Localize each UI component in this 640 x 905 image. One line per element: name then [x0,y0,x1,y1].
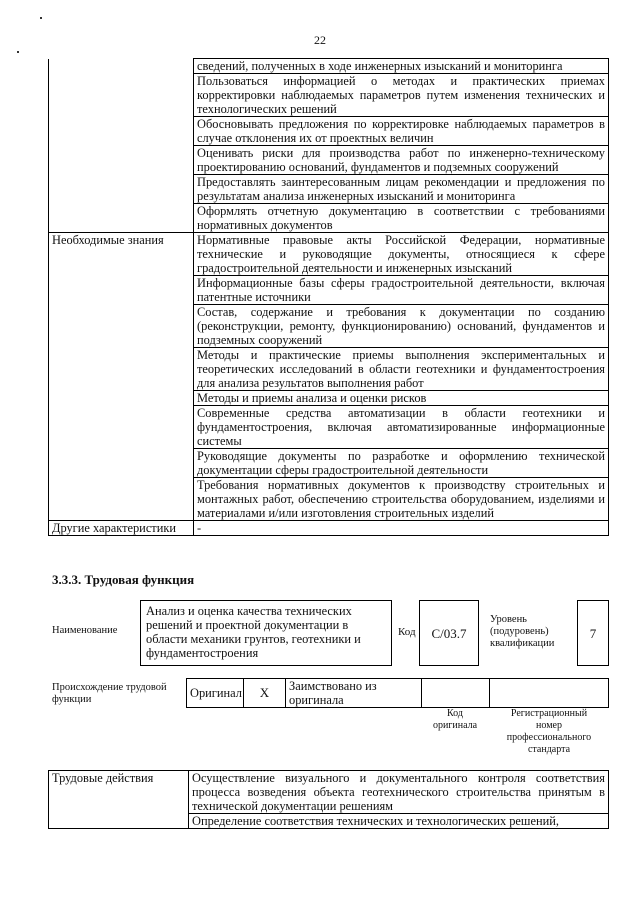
row-text: сведений, полученных в ходе инженерных изысканий и мониторинга [194,59,609,74]
code-original-caption: Код оригинала [432,708,478,731]
original-mark: X [244,679,286,708]
row-label [49,117,194,146]
table-row [49,74,609,117]
level-value: 7 [589,626,597,641]
row-label [49,74,194,117]
row-text: Оценивать риски для производства работ по инженерно-техническому проектированию оснований, фундаментов и подземных сооружений [194,146,609,175]
code-original-cell [422,679,490,708]
row-label [49,204,194,233]
row-label [49,814,189,829]
reg-number-cell [490,679,609,708]
row-text: Предоставлять заинтересованным лицам рекомендации и предложения по результатам анализа инженерных изысканий и мониторинга [194,175,609,204]
code-box [419,600,479,666]
row-text: Требования нормативных документов к производству строительных и монтажных работ, обеспечению строительства оборудованием, изделиями и материалами и/или изготовления строительных изделий [194,478,609,521]
reg-number-caption: Регистрационный номер профессионального стандарта [506,708,592,755]
table-row [49,59,609,74]
row-text: Состав, содержание и требования к документации по созданию (реконструкции, ремонту, функционированию) оснований, фундаментов и подземных сооружений [194,305,609,348]
row-text: Нормативные правовые акты Российской Федерации, нормативные технические и руководящие документы, относящиеся к сфере градостроительной деятельности и инженерных изысканий [194,233,609,276]
row-text: Методы и приемы анализа и оценки рисков [194,391,609,406]
row-label [49,478,194,521]
table-row [49,348,609,391]
row-label [49,406,194,449]
scan-mark [17,51,19,53]
table-row [49,449,609,478]
row-text: Осуществление визуального и документального контроля соответствия процесса возведения объекта геотехнического строительства принятым в технической документации решениям [189,771,609,814]
table-row [49,117,609,146]
table-row [49,521,609,536]
table-row [49,305,609,348]
name-label: Наименование [52,625,118,636]
code-label: Код [398,626,416,638]
row-label [49,305,194,348]
row-text: Определение соответствия технических и технологических решений, [189,814,609,829]
table-row [49,391,609,406]
page-number: 22 [314,33,326,47]
level-box [577,600,609,666]
table-row [49,814,609,829]
origin-label: Происхождение трудовой функции [52,682,167,705]
row-text: Пользоваться информацией о методах и практических приемах корректировки наблюдаемых параметров путем изменения технических и технологических решений [194,74,609,117]
row-text: Оформлять отчетную документацию в соответствии с требованиями нормативных документов [194,204,609,233]
row-label: Трудовые действия [49,771,189,814]
section-heading: 3.3.3. Трудовая функция [52,572,195,587]
work-actions-table [48,770,609,829]
row-text: Методы и практические приемы выполнения экспериментальных и теоретических исследований в области геотехники и фундаментостроения для анализа результатов выполнения работ [194,348,609,391]
function-name-box [140,600,392,666]
table-row [49,478,609,521]
borrowed-label: Заимствовано из оригинала [286,679,422,708]
table-row [49,771,609,814]
row-label: Необходимые знания [49,233,194,276]
scan-mark [40,17,42,19]
table-row [49,276,609,305]
row-label [49,449,194,478]
row-text: Обосновывать предложения по корректировке наблюдаемых параметров в случае отклонения их от проектных величин [194,117,609,146]
origin-table [186,678,609,708]
row-label [49,146,194,175]
row-label [49,348,194,391]
row-text: Современные средства автоматизации в области геотехники и фундаментостроения, включая автоматизированные информационные системы [194,406,609,449]
row-text: - [194,521,609,536]
competency-table [48,58,609,536]
level-label: Уровень (подуровень) квалификации [490,614,555,649]
function-name: Анализ и оценка качества технических решений и проектной документации в области механики грунтов, геотехники и фундаментостроения [146,604,361,660]
row-label [49,175,194,204]
table-row [49,146,609,175]
row-label: Другие характеристики [49,521,194,536]
table-row [49,406,609,449]
original-label: Оригинал [187,679,244,708]
row-label [49,391,194,406]
table-row [49,175,609,204]
row-label [49,59,194,74]
table-row [49,204,609,233]
row-text: Руководящие документы по разработке и оформлению технической документации сферы градостроительной деятельности [194,449,609,478]
table-row [49,233,609,276]
row-label [49,276,194,305]
row-text: Информационные базы сферы градостроительной деятельности, включая патентные источники [194,276,609,305]
code-value: С/03.7 [431,626,467,641]
